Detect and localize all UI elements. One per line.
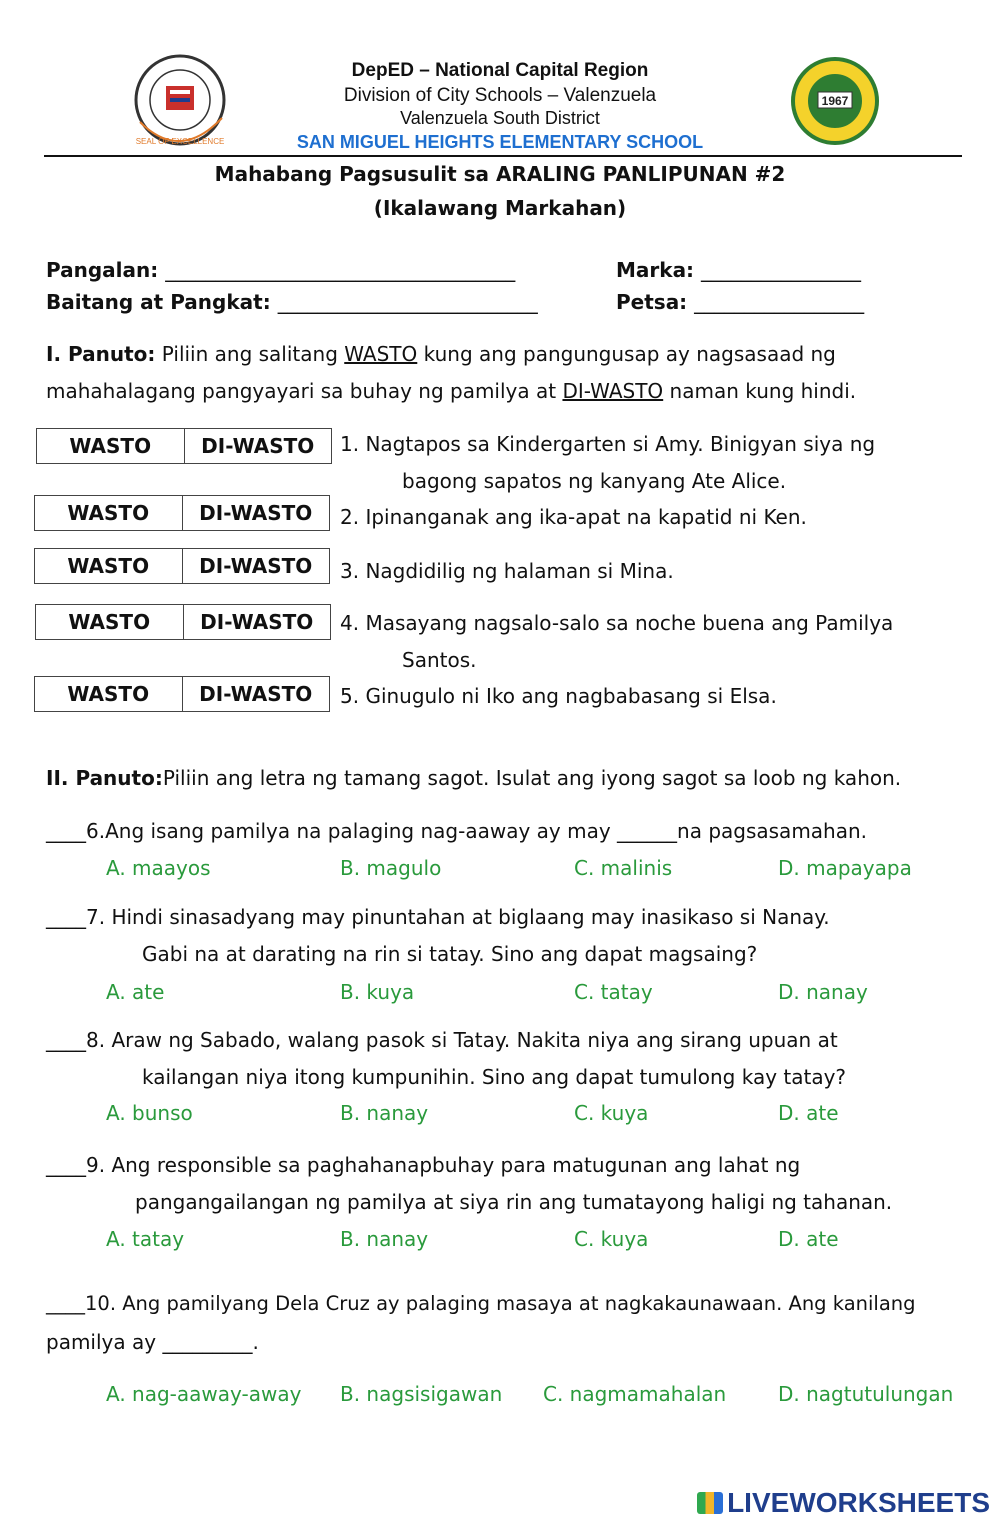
test-title: Mahabang Pagsusulit sa ARALING PANLIPUNAN #2 (214, 162, 786, 186)
header-region: DepED – National Capital Region (351, 60, 649, 81)
score-field (616, 258, 861, 282)
answer-box-5 (34, 676, 330, 712)
question-9-line2: pangangailangan ng pamilya at siya rin ang tumatayong haligi ng tahanan. (135, 1190, 893, 1214)
choice-diwasto[interactable]: DI-WASTO (183, 605, 331, 639)
q7-option-d[interactable]: D. nanay (778, 980, 868, 1004)
date-label: Petsa: (616, 290, 695, 314)
choice-diwasto[interactable]: DI-WASTO (184, 429, 332, 463)
question-8-line2: kailangan niya itong kumpunihin. Sino ang dapat tumulong kay tatay? (142, 1065, 847, 1089)
item-1-line1: 1. Nagtapos sa Kindergarten si Amy. Binigyan siya ng (340, 432, 876, 456)
footer-brand: LIVEWORKSHEETS (727, 1487, 990, 1518)
q6-option-b[interactable]: B. magulo (340, 856, 442, 880)
choice-diwasto[interactable]: DI-WASTO (182, 496, 330, 530)
date-field (616, 290, 864, 314)
header-district: Valenzuela South District (400, 108, 600, 128)
q9-option-d[interactable]: D. ate (778, 1227, 839, 1251)
choice-wasto[interactable]: WASTO (67, 682, 150, 706)
header-division: Division of City Schools – Valenzuela (343, 85, 657, 106)
grade-line[interactable]: __________________________ (277, 290, 538, 314)
seal-caption: SEAL OF EXCELLENCE (135, 137, 225, 146)
q7-option-c[interactable]: C. tatay (574, 980, 653, 1004)
part1-instructions-line1 (46, 342, 836, 366)
item-4-line1: 4. Masayang nagsalo-salo sa noche buena ang Pamilya (340, 611, 894, 635)
word-diwasto: DI-WASTO (562, 379, 664, 403)
q8-option-b[interactable]: B. nanay (340, 1101, 429, 1125)
item-5-line1: 5. Ginugulo ni Iko ang nagbabasang si Elsa. (340, 684, 777, 708)
q6-option-d[interactable]: D. mapayapa (778, 856, 912, 880)
part1-heading: I. Panuto: (46, 342, 156, 366)
name-field (46, 258, 515, 282)
score-label: Marka: (616, 258, 702, 282)
header-school-name: SAN MIGUEL HEIGHTS ELEMENTARY SCHOOL (296, 132, 704, 152)
part2-text: Piliin ang letra ng tamang sagot. Isulat ang iyong sagot sa loob ng kahon. (162, 766, 902, 790)
q6-option-c[interactable]: C. malinis (574, 856, 673, 880)
item-2-line1: 2. Ipinanganak ang ika-apat na kapatid ni Ken. (340, 505, 807, 529)
header-divider (44, 155, 962, 157)
q7-option-a[interactable]: A. ate (106, 980, 165, 1004)
question-7-line2: Gabi na at darating na rin si tatay. Sino ang dapat magsaing? (142, 942, 758, 966)
name-label: Pangalan: (46, 258, 166, 282)
q10-option-b[interactable]: B. nagsisigawan (340, 1382, 503, 1406)
score-line[interactable]: ________________ (701, 258, 862, 282)
q10-option-a[interactable]: A. nag-aaway-away (106, 1382, 302, 1406)
item-3-line1: 3. Nagdidilig ng halaman si Mina. (340, 559, 674, 583)
answer-box-3 (34, 548, 330, 584)
choice-diwasto[interactable]: DI-WASTO (182, 677, 330, 711)
choice-wasto[interactable]: WASTO (67, 501, 150, 525)
part2-heading: II. Panuto: (46, 766, 163, 790)
test-subtitle: (Ikalawang Markahan) (373, 196, 627, 220)
question-7-line1: ____7. Hindi sinasadyang may pinuntahan at biglaang may inasikaso si Nanay. (46, 905, 830, 929)
answer-box-1 (36, 428, 332, 464)
question-8-line1: ____8. Araw ng Sabado, walang pasok si Tatay. Nakita niya ang sirang upuan at (46, 1028, 838, 1052)
part1-instructions-line2 (46, 379, 856, 403)
item-4-line2: Santos. (402, 648, 477, 672)
q9-option-b[interactable]: B. nanay (340, 1227, 429, 1251)
part2-instructions (46, 766, 901, 790)
choice-diwasto[interactable]: DI-WASTO (182, 549, 330, 583)
school-seal-year: 1967 (821, 94, 849, 108)
q8-option-a[interactable]: A. bunso (106, 1101, 193, 1125)
question-10-line2: pamilya ay _________. (46, 1330, 259, 1354)
item-1-line2: bagong sapatos ng kanyang Ate Alice. (402, 469, 787, 493)
answer-box-2 (34, 495, 330, 531)
q10-option-c[interactable]: C. nagmamahalan (543, 1382, 727, 1406)
q9-option-a[interactable]: A. tatay (106, 1227, 185, 1251)
q8-option-c[interactable]: C. kuya (574, 1101, 649, 1125)
name-line[interactable]: ___________________________________ (165, 258, 516, 282)
question-9-line1: ____9. Ang responsible sa paghahanapbuhay para matugunan ang lahat ng (46, 1153, 801, 1177)
liveworksheets-logo (697, 1487, 990, 1519)
answer-box-4 (35, 604, 331, 640)
choice-wasto[interactable]: WASTO (68, 610, 151, 634)
part1-text: kung ang pangungusap ay nagsasaad ng (417, 342, 836, 366)
q8-option-d[interactable]: D. ate (778, 1101, 839, 1125)
date-line[interactable]: _________________ (694, 290, 865, 314)
q9-option-c[interactable]: C. kuya (574, 1227, 649, 1251)
q10-option-d[interactable]: D. nagtutulungan (778, 1382, 954, 1406)
part1-text: naman kung hindi. (663, 379, 857, 403)
q6-option-a[interactable]: A. maayos (106, 856, 211, 880)
grade-field (46, 290, 538, 314)
word-wasto: WASTO (344, 342, 418, 366)
q7-option-b[interactable]: B. kuya (340, 980, 415, 1004)
question-10-line1: ____10. Ang pamilyang Dela Cruz ay palaging masaya at nagkakaunawaan. Ang kanilang (46, 1292, 916, 1315)
grade-label: Baitang at Pangkat: (46, 290, 278, 314)
choice-wasto[interactable]: WASTO (69, 434, 152, 458)
part1-text: mahahalagang pangyayari sa buhay ng pamilya at (46, 379, 563, 403)
question-6: ____6.Ang isang pamilya na palaging nag-aaway ay may ______na pagsasamahan. (46, 819, 868, 843)
liveworksheets-icon (697, 1492, 723, 1514)
part1-text: Piliin ang salitang (155, 342, 345, 366)
choice-wasto[interactable]: WASTO (67, 554, 150, 578)
